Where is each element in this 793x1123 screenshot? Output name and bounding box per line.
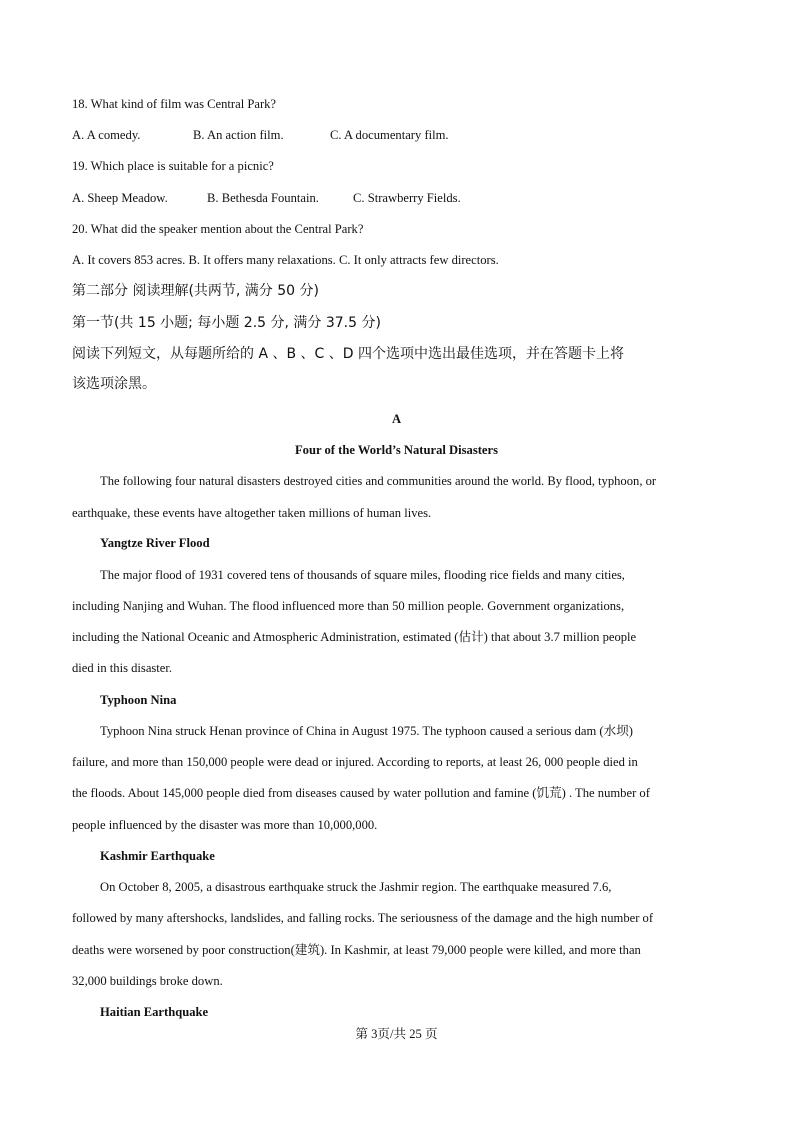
yangtze-line-4: died in this disaster. — [72, 661, 173, 675]
question-18-option-b: B. An action film. — [193, 128, 284, 142]
passage-letter: A — [391, 412, 402, 426]
question-20-options: A. It covers 853 acres. B. It offers many relaxations. C. It only attracts few directors. — [72, 253, 499, 267]
typhoon-line-2: failure, and more than 150,000 people were dead or injured. According to reports, at least 26, 000 people died in — [72, 755, 638, 769]
page-footer: 第 3页/共 25 页 — [355, 1027, 438, 1041]
instructions-line-2: 该选项涂黑。 — [72, 376, 156, 392]
kashmir-line-2: followed by many aftershocks, landslides, and falling rocks. The seriousness of the damage and the high number of — [72, 911, 654, 925]
typhoon-line-3: the floods. About 145,000 people died from diseases caused by water pollution and famine (饥荒) . The number of — [72, 786, 650, 800]
question-18-stem: 18. What kind of film was Central Park? — [72, 97, 277, 111]
section-heading-yangtze: Yangtze River Flood — [100, 536, 210, 550]
question-18-option-a: A. A comedy. — [72, 128, 141, 142]
section-heading-kashmir: Kashmir Earthquake — [100, 849, 215, 863]
question-19-option-b: B. Bethesda Fountain. — [207, 191, 319, 205]
section-1-heading: 第一节(共 15 小题; 每小题 2.5 分, 满分 37.5 分) — [72, 315, 381, 331]
intro-line-2: earthquake, these events have altogether taken millions of human lives. — [72, 506, 432, 520]
yangtze-line-2: including Nanjing and Wuhan. The flood influenced more than 50 million people. Government organizations, — [72, 599, 625, 613]
question-19-option-c: C. Strawberry Fields. — [353, 191, 461, 205]
kashmir-line-4: 32,000 buildings broke down. — [72, 974, 223, 988]
question-20-stem: 20. What did the speaker mention about the Central Park? — [72, 222, 364, 236]
passage-title: Four of the World’s Natural Disasters — [294, 443, 498, 457]
instructions-line-1: 阅读下列短文，从每题所给的 A 、B 、C 、D 四个选项中选出最佳选项，并在答题卡上将 — [72, 346, 624, 362]
kashmir-line-1: On October 8, 2005, a disastrous earthquake struck the Jashmir region. The earthquake measured 7.6, — [100, 880, 612, 894]
section-heading-haitian: Haitian Earthquake — [100, 1005, 209, 1019]
section-heading-typhoon-nina: Typhoon Nina — [100, 693, 177, 707]
part-2-heading: 第二部分 阅读理解(共两节, 满分 50 分) — [72, 283, 319, 299]
typhoon-line-1: Typhoon Nina struck Henan province of China in August 1975. The typhoon caused a serious dam (水坝) — [100, 724, 633, 738]
kashmir-line-3: deaths were worsened by poor construction(建筑). In Kashmir, at least 79,000 people were killed, and more than — [72, 943, 641, 957]
yangtze-line-3: including the National Oceanic and Atmospheric Administration, estimated (估计) that about 3.7 million people — [72, 630, 637, 644]
question-18-option-c: C. A documentary film. — [330, 128, 449, 142]
question-19-stem: 19. Which place is suitable for a picnic? — [72, 159, 274, 173]
yangtze-line-1: The major flood of 1931 covered tens of thousands of square miles, flooding rice fields and many cities, — [100, 568, 625, 582]
intro-line-1: The following four natural disasters destroyed cities and communities around the world. By flood, typhoon, or — [100, 474, 657, 488]
typhoon-line-4: people influenced by the disaster was more than 10,000,000. — [72, 818, 378, 832]
question-19-option-a: A. Sheep Meadow. — [72, 191, 168, 205]
